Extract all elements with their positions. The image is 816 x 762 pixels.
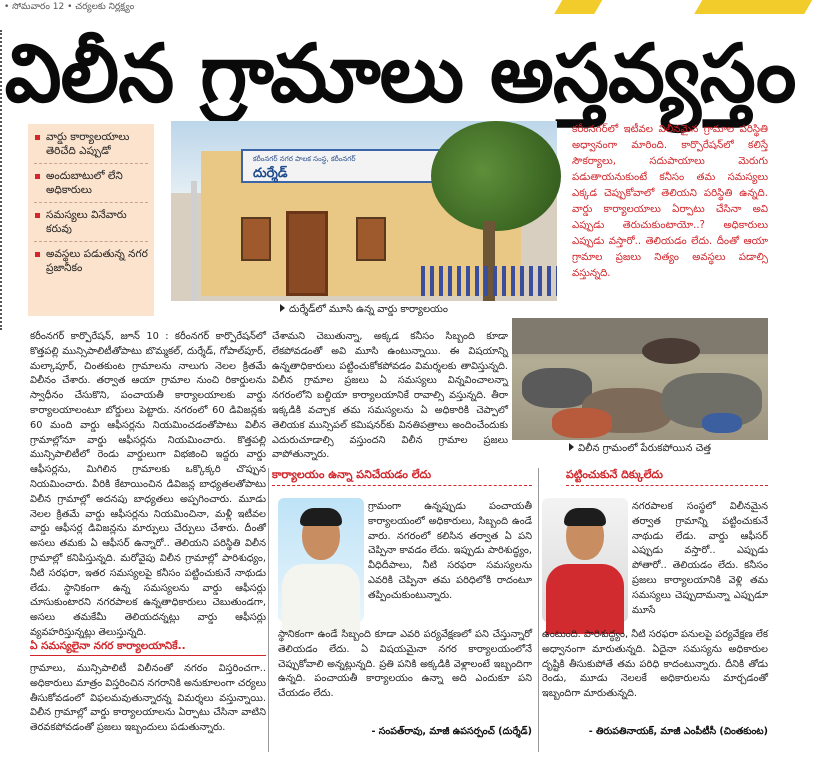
door [286, 211, 328, 296]
pole [191, 181, 197, 301]
window [356, 217, 386, 261]
animal [642, 338, 700, 364]
garbage [702, 413, 742, 433]
top-strip [0, 0, 800, 20]
quote-text: నగరపాలక సంస్థలో విలీనమైన తర్వాత గ్రామాన్ని పట్టించుకునే నాథుడు లేడు. వార్డు ఆఫీసర్ ఎప్పుడు వస్తారో.. ఎప్పుడు పోతారో.. తెలియడం లేదు. కనీసం ప్రజలు కార్యాలయానికి వెళ్లి తమ సమస్యలు చెప్పుదామన్నా ఎప్పుడూ మూసే [632, 501, 768, 616]
quote-box-sampath [272, 468, 532, 720]
subheading: ఏ సమస్యలైనా నగర కార్యాలయానికే.. [30, 640, 266, 656]
tree [431, 121, 561, 231]
caption-arrow-icon [569, 443, 574, 451]
article-column-1-continued: గ్రామాలు, మున్సిపాలిటీ విలీనంతో నగరం విస్తరించగా.. అధికారులు మాత్రం విస్తరించిన నగరానికి అనుకూలంగా చర్యలు తీసుకోవడంలో విఫలమవుతున్నారన్న విమర్శలు వస్తున్నాయి. విలీన గ్రామాల్లో వార్డు కార్యాలయాలను ఏర్పాటు చేసినా వాటిని తెరవకపోవడంతో ప్రజలు ఇబ్బందులు పడుతున్నారు. [30, 663, 266, 734]
caption-arrow-icon [280, 304, 285, 312]
quote-signature: - సంపత్‌రావు, మాజీ ఉపసర్పంచ్ (దుర్శేడ్) [371, 726, 532, 737]
highlight-item: వార్డు కార్యాలయాలు తెరిచేది ఎప్పుడో [34, 130, 148, 158]
column-divider [268, 468, 269, 752]
divider [34, 202, 148, 203]
portrait-photo [278, 498, 364, 622]
portrait-hair [300, 508, 342, 526]
article-column-1: కరీంనగర్ కార్పొరేషన్, జూన్ 10 : కరీంనగర్ కార్పొరేషన్‌లో కొత్తపల్లి మున్సిపాలిటీతోపాటు బొమ్మకల్, దుర్శేడ్, గోపాల్‌పూర్, మల్కాపూర్, చింతకుంట గ్రామాలను నాలుగు నెలల క్రితమే విలీనం చేశారు. తర్వాత ఆయా గ్రామాల నుంచి రికార్డులను స్వాధీనం చేసుకొని, పంచాయతీ కార్యాలయాలకు వార్డు కార్యాలయాలంటూ బోర్డులు పెట్టారు. నగరంలో 60 డివిజన్లకు 60 మంది వార్డు ఆఫీసర్లను నియమించడంతోపాటు విలీన గ్రామాల్లోనూ వార్డు ఆఫీసర్లను నియమించారు. కొత్తపల్లి మున్సిపాలిటీలో రెండు వార్డులుగా విభజించి ఇద్దరు వార్డు ఆఫీసర్లను, మిగిలిన గ్రామాలకు ఒక్కొక్కరి చొప్పున నియమించారు. వీరికి కేటాయించిన డివిజన్ల బాధ్యతలతోపాటు విలీన గ్రామాల్లో అదనపు బాధ్యతలు అప్పగించారు. మూడు నెలల క్రితమే వార్డు ఆఫీసర్లను నియమించినా, మళ్లీ ఇటీవల వార్డు ఆఫీసర్ల డివిజన్లను మార్పులు చేర్పులు చేశారు. దీంతో అసలు తమకు ఏ ఆఫీసర్ ఉన్నారో.. తెలియని పరిస్థితి విలీన గ్రామాల్లో కనిపిస్తున్నది. మరోవైపు విలీన గ్రామాల్లో పారిశుధ్యం, నీటి సరఫరా, ఇతర సమస్యలపై కనీసం పట్టించుకునే నాథుడు లేడు. స్థానికంగా ఉన్న సమస్యలను వార్డు ఆఫీసర్లు చూసుకుంటారని నగరపాలక ఉన్నతాధికారులు చెబుతుండగా, అసలు తమకేమీ తెలియదన్నట్లు వార్డు ఆఫీసర్లు వ్యవహరిస్తున్నట్లు తెలుస్తున్నది. [30, 331, 266, 638]
wall [512, 318, 768, 354]
top-strip-text: • సోమవారం 12 • చర్యలకు నిర్లక్ష్యం [4, 2, 135, 12]
quote-text-continued: స్థానికంగా ఉండే సిబ్బంది కూడా ఎవరి పర్యవేక్షణలో పని చేస్తున్నారో తెలియడం లేదు. ఏ విషయమైనా నగర కార్యాలయంలోనే చెప్పుకోవాలి అన్నట్లున్నది. ప్రతి పనికి అక్కడికి వెళ్లాలంటే ఇబ్బందిగా ఉన్నది. పంచాయతీ కార్యాలయం ఉన్నా అది ఎందుకూ పని చేయడం లేదు. [278, 629, 532, 700]
garbage [522, 368, 592, 408]
quote-heading: కార్యాలయం ఉన్నా పనిచేయడం లేదు [272, 468, 532, 486]
bullet-icon [35, 213, 40, 218]
yellow-shape [554, 0, 606, 14]
quote-signature: - తిరుపతినాయక్, మాజీ ఎంపీటీసీ (చింతకుంట) [588, 726, 768, 737]
portrait-photo [542, 498, 628, 622]
highlight-item: అందుబాటులో లేని అధికారులు [34, 169, 148, 197]
divider [34, 163, 148, 164]
portrait-torso [282, 564, 360, 634]
headline: విలీన గ్రామాలు అస్తవ్యస్తం [4, 27, 796, 120]
bullet-icon [35, 252, 40, 257]
board-line-1: కరీంనగర్ నగర పాలక సంస్థ, కరీంనగర్ [253, 155, 356, 163]
quote-heading: పట్టించుకునే దిక్కులేదు [566, 468, 768, 486]
highlight-item: సమస్యలు వినేవారు కరువు [34, 208, 148, 236]
highlights-box [28, 124, 154, 316]
column-divider [538, 468, 539, 752]
article-column-2: చేశామని చెబుతున్నా, అక్కడ కనీసం సిబ్బంది కూడా లేకపోవడంతో అవి మూసి ఉంటున్నాయి. ఈ విషయాన్ని ఉన్నతాధికారులు పట్టించుకోకపోవడం విమర్శలకు తావిస్తున్నది. విలీన గ్రామాల ప్రజలు ఏ సమస్యలు విన్నవించాలన్నా నగరంలోని బల్దియా కార్యాలయానికే రావాల్సి వస్తున్నది. తీరా ఇక్కడికి వచ్చాక తమ సమస్యలను ఏ అధికారికి చెప్పాలో తెలియక మున్సిపల్ కమిషనర్‌కు వినతిపత్రాలు అందించేందుకు ఎదురుచూడాల్సి వస్తుందని విలీన గ్రామాల ప్రజలు వాపోతున్నారు. [272, 331, 508, 461]
highlight-item: అవస్థలు పడుతున్న నగర ప్రజానీకం [34, 247, 148, 275]
bullet-icon [35, 135, 40, 140]
window [241, 217, 271, 261]
photo-caption: దుర్శేడ్‌లో మూసి ఉన్న వార్డు కార్యాలయం [171, 303, 557, 321]
quote-text: గ్రామంగా ఉన్నప్పుడు పంచాయతీ కార్యాలయంలో అధికారులు, సిబ్బంది ఉండే వారు. నగరంలో కలిసిన తర్వాత ఏ పని చెప్పినా కావడం లేదు. ఇప్పుడు పారిశుద్ధ్యం, వీధిదీపాలు, నీటి సరఫరా సమస్యలను ఎవరికి చెప్పినా తమ పరిధిలోకి రాదంటూ తప్పించుకుంటున్నారు. [368, 501, 532, 601]
intro-paragraph: కరీంనగర్‌లో ఇటీవల విలీనమైన గ్రామాల పరిస్థితి అధ్వానంగా మారింది. కార్పొరేషన్‌లో కలిస్తే సౌకర్యాలు, సదుపాయాలు మెరుగు పడుతాయనుకుంటే కనీసం తమ సమస్యలు ఎక్కడ చెప్పుకోవాలో తెలియని పరిస్థితి ఉన్నది. వార్డు కార్యాలయాలు ఏర్పాటు చేసినా అవి ఎప్పుడు తెరుచుకుంటాయో..? అధికారులు ఎప్పుడు వస్తారో.. తెలియడం లేదు. దీంతో ఆయా గ్రామాల ప్రజలు నిత్యం అవస్థలు పడాల్సి వస్తున్నది. [572, 124, 768, 279]
quote-text-continued: ఉంటుంది. పారిశుద్ధ్యం, నీటి సరఫరా పనులపై పర్యవేక్షణ లేక అధ్వానంగా మారుతున్నది. ఏదైనా సమస్యను అధికారుల దృష్టికి తీసుకుపోతే తమ పరిధి కాదంటున్నారు. దీనికి తోడు రెండు, మూడు నెలలకే అధికారులను మార్చడంతో ఇబ్బందిగా మారుతున్నది. [542, 629, 768, 700]
board-line-2: దుర్శేడ్ [253, 166, 288, 181]
ward-office-photo [171, 121, 557, 301]
divider [34, 241, 148, 242]
fence [421, 266, 557, 296]
bullet-icon [35, 174, 40, 179]
garbage-photo [512, 318, 768, 440]
portrait-hair [564, 508, 606, 526]
garbage [552, 408, 612, 438]
quote-box-tirupathi [542, 468, 768, 720]
portrait-torso [546, 564, 624, 634]
photo-caption: విలీన గ్రామంలో పేరుకపోయిన చెత్త [512, 442, 768, 460]
yellow-shape [694, 0, 816, 14]
